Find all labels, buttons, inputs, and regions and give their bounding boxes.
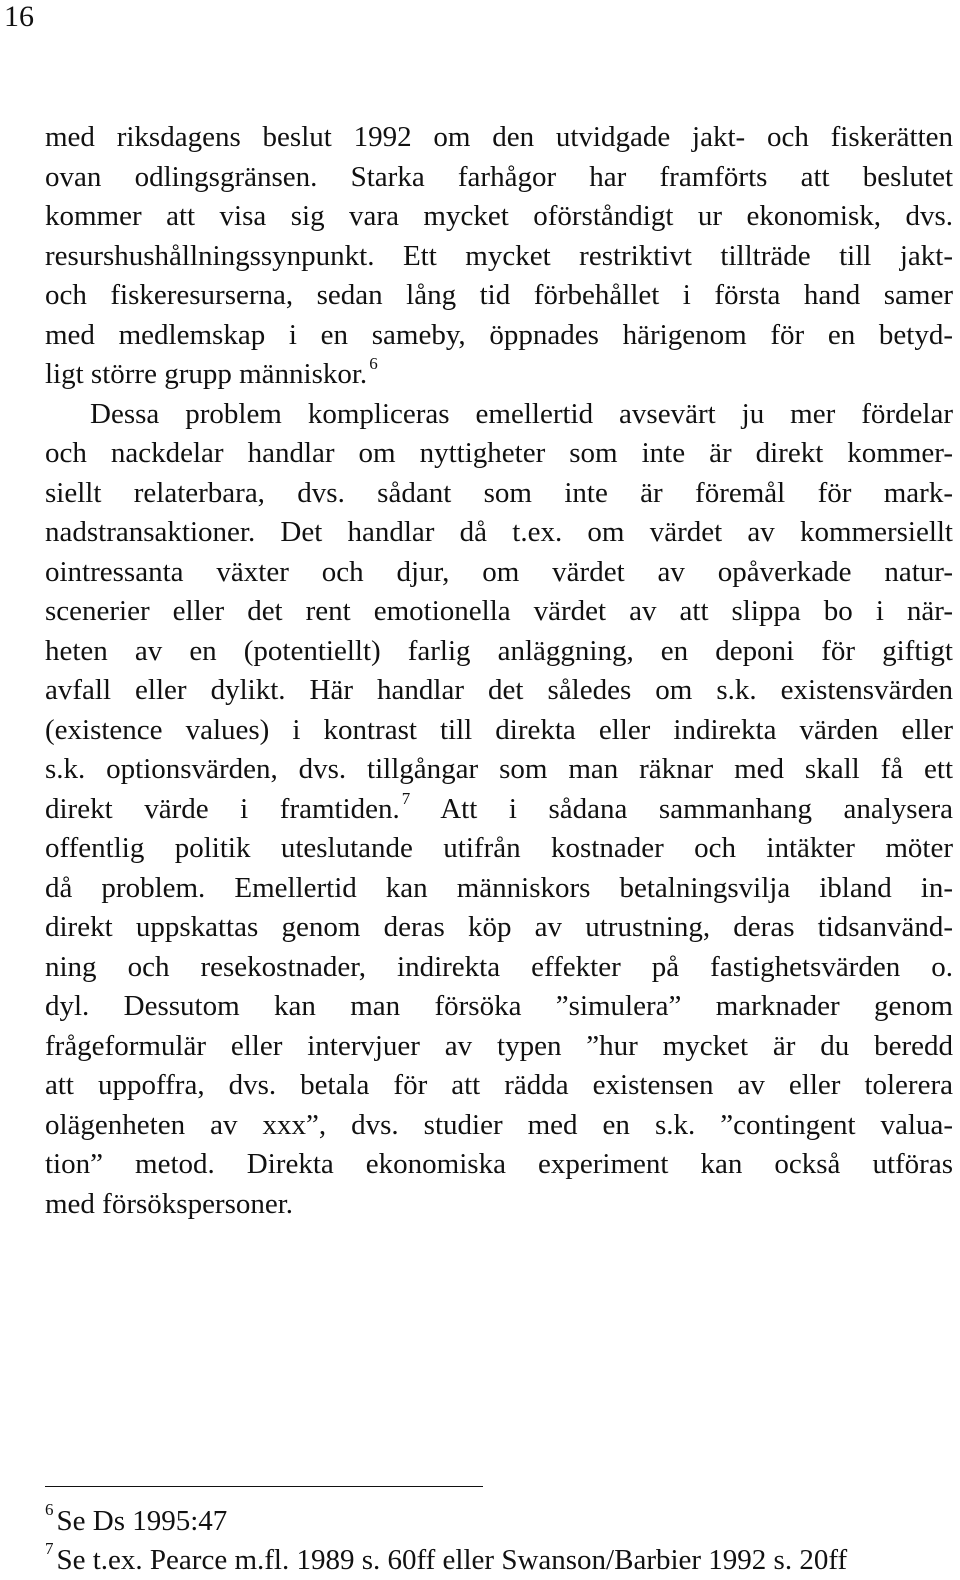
footnote-6 <box>45 1502 955 1541</box>
text-line <box>45 790 953 830</box>
text-line: kommer att visa sig vara mycket oförståndigt ur ekonomisk, dvs. <box>45 200 953 232</box>
footnote-text: Se Ds 1995:47 <box>56 1505 228 1537</box>
text-line: resurshushållningssynpunkt. Ett mycket restriktivt tillträde till jakt- <box>45 239 953 272</box>
text-line: då problem. Emellertid kan människors betalningsvilja ibland in- <box>45 871 953 904</box>
text-line: direkt uppskattas genom deras köp av utrustning, deras tidsanvänd- <box>45 911 953 943</box>
text-line: scenerier eller det rent emotionella värdet av att slippa bo i när- <box>45 595 953 627</box>
text-line: frågeformulär eller intervjuer av typen ”hur mycket är du beredd <box>45 1029 953 1062</box>
text-line-content: direkt värde i framtiden. <box>45 792 400 825</box>
text-line: och fiskeresurserna, sedan lång tid förbehållet i första hand samer <box>45 279 953 311</box>
text-line: tion” metod. Direkta ekonomiska experiment kan också utföras <box>45 1148 953 1180</box>
text-line: nadstransaktioner. Det handlar då t.ex. om värdet av kommersiellt <box>45 516 953 548</box>
footnote-7 <box>45 1541 955 1580</box>
text-line: ovan odlingsgränsen. Starka farhågor har framförts att beslutet <box>45 160 953 193</box>
text-line-content: ligt större grupp människor. <box>45 358 368 390</box>
footnote-mark: 6 <box>45 1500 54 1520</box>
text-line: avfall eller dylikt. Här handlar det således om s.k. existensvärden <box>45 674 953 706</box>
text-line: siellt relaterbara, dvs. sådant som inte är föremål för mark- <box>45 476 953 509</box>
text-line: s.k. optionsvärden, dvs. tillgångar som man räknar med skall få ett <box>45 753 953 785</box>
footnote-ref-6[interactable]: 6 <box>369 354 378 374</box>
footnote-divider <box>45 1486 483 1487</box>
text-line: med försökspersoner. <box>45 1187 294 1220</box>
text-line: ointressanta växter och djur, om värdet av opåverkade natur- <box>45 555 953 588</box>
text-line: Dessa problem kompliceras emellertid avsevärt ju mer fördelar <box>90 397 953 430</box>
text-line <box>45 355 953 395</box>
text-line: ning och resekostnader, indirekta effekter på fastighetsvärden o. <box>45 950 953 983</box>
text-line: dyl. Dessutom kan man försöka ”simulera” marknader genom <box>45 990 953 1022</box>
text-line: heten av en (potentiellt) farlig anläggning, en deponi för giftigt <box>45 634 953 667</box>
body-text <box>45 118 953 1224</box>
text-line: med riksdagens beslut 1992 om den utvidgade jakt- och fiskerätten <box>45 121 953 153</box>
text-line: att uppoffra, dvs. betala för att rädda existensen av eller tolerera <box>45 1069 953 1101</box>
text-line-content: Att i sådana sammanhang analysera <box>440 792 953 825</box>
footnote-text: Se t.ex. Pearce m.fl. 1989 s. 60ff eller Swanson/Barbier 1992 s. 20ff <box>56 1544 848 1576</box>
footnote-mark: 7 <box>45 1539 54 1559</box>
text-line: olägenheten av xxx”, dvs. studier med en s.k. ”contingent valua- <box>45 1108 953 1141</box>
text-line: offentlig politik uteslutande utifrån kostnader och intäkter möter <box>45 832 953 864</box>
page-number: 16 <box>4 0 34 33</box>
footnote-ref-7[interactable]: 7 <box>401 788 411 808</box>
text-line: (existence values) i kontrast till direkta eller indirekta värden eller <box>45 713 953 746</box>
text-line: med medlemskap i en sameby, öppnades härigenom för en betyd- <box>45 318 953 351</box>
text-line: och nackdelar handlar om nyttigheter som inte är direkt kommer- <box>45 437 953 469</box>
footnotes <box>45 1502 955 1580</box>
